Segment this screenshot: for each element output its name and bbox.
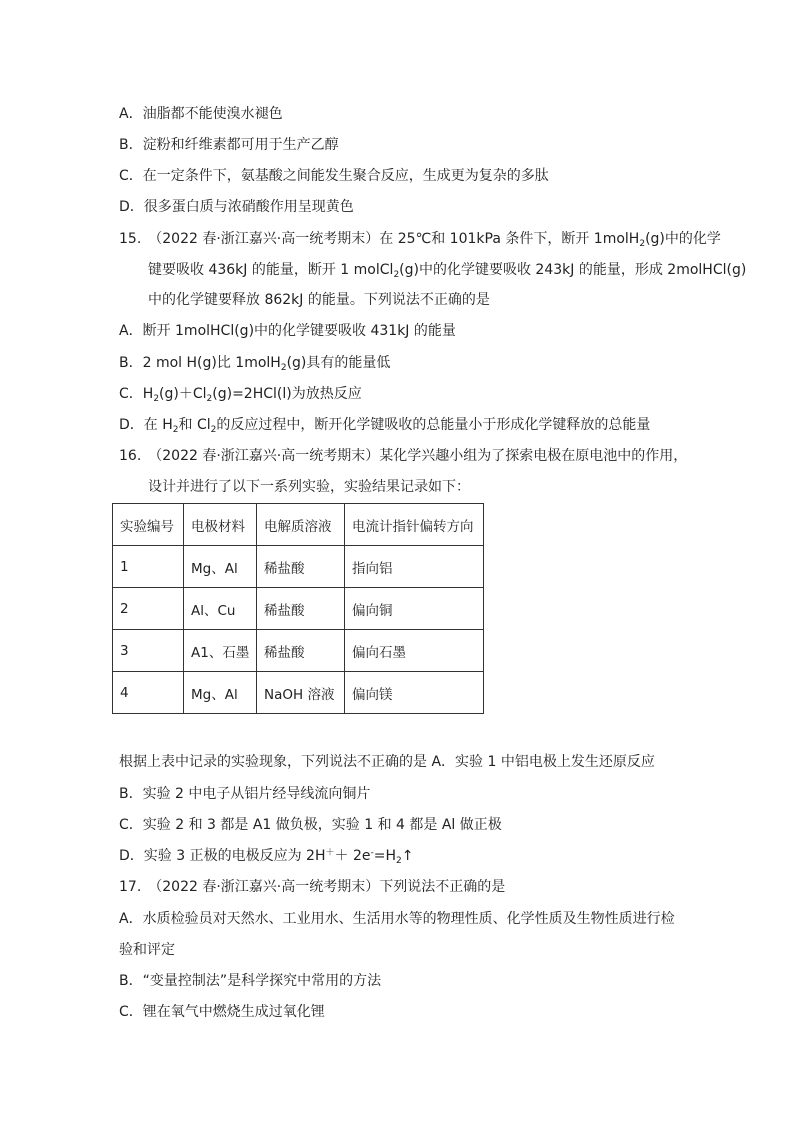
q16-stem-line-2: 设计并进行了以下一系列实验，实验结果记录如下：: [148, 479, 470, 495]
q15-option-a: A．断开 1molHCl(g)中的化学键要吸收 431kJ 的能量: [119, 323, 456, 339]
q15-stem-line-3: 中的化学键要释放 862kJ 的能量。下列说法不正确的是: [148, 292, 490, 308]
table-cell: 3: [113, 630, 184, 672]
q16-stem-line-1: 16. （2022 春·浙江嘉兴·高一统考期末）某化学兴趣小组为了探索电极在原电池中的作用，: [119, 448, 688, 464]
q16-after-table-text: 根据上表中记录的实验现象，下列说法不正确的是 A．实验 1 中铝电极上发生还原反应: [119, 754, 655, 770]
table-cell: 稀盐酸: [257, 630, 345, 672]
table-row: [113, 672, 484, 714]
table-cell: Al、Cu: [184, 588, 257, 630]
q15-stem-line-2: 键要吸收 436kJ 的能量，断开 1 molCl$_2$(g)中的化学键要吸收 243kJ 的能量，形成 2molHCl(g): [148, 262, 747, 280]
table-header-cell: 电极材料: [184, 504, 257, 546]
table-cell: 稀盐酸: [257, 546, 345, 588]
table-cell: 偏向铜: [345, 588, 484, 630]
table-cell: NaOH 溶液: [257, 672, 345, 714]
q14-option-a: A．油脂都不能使溴水褪色: [119, 106, 283, 122]
q17-option-b: B．“变量控制法”是科学探究中常用的方法: [119, 973, 382, 989]
table-cell: 2: [113, 588, 184, 630]
q17-option-c: C．锂在氧气中燃烧生成过氧化锂: [119, 1004, 325, 1020]
table-cell: Mg、Al: [184, 672, 257, 714]
q14-option-b: B．淀粉和纤维素都可用于生产乙醇: [119, 137, 339, 153]
table-cell: A1、石墨: [184, 630, 257, 672]
experiment-table: [112, 503, 484, 714]
table-header-cell: 电流计指针偏转方向: [345, 504, 484, 546]
table-row: [113, 546, 484, 588]
table-header-row: [113, 504, 484, 546]
table-cell: 指向铝: [345, 546, 484, 588]
table-cell: 偏向石墨: [345, 630, 484, 672]
table-cell: 稀盐酸: [257, 588, 345, 630]
table-cell: 4: [113, 672, 184, 714]
q16-option-b: B．实验 2 中电子从铝片经导线流向铜片: [119, 786, 371, 802]
q15-option-b: B．2 mol H(g)比 1molH$_2$(g)具有的能量低: [119, 355, 391, 373]
q16-option-c: C．实验 2 和 3 都是 A1 做负极，实验 1 和 4 都是 Al 做正极: [119, 817, 502, 833]
table-cell: Mg、Al: [184, 546, 257, 588]
q15-option-c: C．$H_2(g)+Cl_2(g)=2HCl(l)$为放热反应: [119, 386, 362, 404]
table-header-cell: 实验编号: [113, 504, 184, 546]
q17-stem: 17. （2022 春·浙江嘉兴·高一统考期末）下列说法不正确的是: [119, 879, 506, 895]
q17-option-a-line-2: 验和评定: [119, 942, 175, 958]
q15-stem-line-1: 15. （2022 春·浙江嘉兴·高一统考期末）在 25℃和 101kPa 条件下，断开 1molH$_2$(g)中的化学: [119, 231, 721, 249]
q17-option-a-line-1: A．水质检验员对天然水、工业用水、生活用水等的物理性质、化学性质及生物性质进行检: [119, 911, 675, 927]
q14-option-d: D．很多蛋白质与浓硝酸作用呈现黄色: [119, 199, 354, 215]
table-row: [113, 630, 484, 672]
table-cell: 偏向镁: [345, 672, 484, 714]
table-cell: 1: [113, 546, 184, 588]
table-header-cell: 电解质溶液: [257, 504, 345, 546]
q16-option-d: D．实验 3 正极的电极反应为 $2H^++ 2e^-=H_2↑$: [119, 848, 414, 866]
table-row: [113, 588, 484, 630]
q15-option-d: D．在 $H_2$和 $Cl_2$的反应过程中，断开化学键吸收的总能量小于形成化学键释放的总能量: [119, 417, 651, 435]
q14-option-c: C．在一定条件下，氨基酸之间能发生聚合反应，生成更为复杂的多肽: [119, 168, 549, 184]
